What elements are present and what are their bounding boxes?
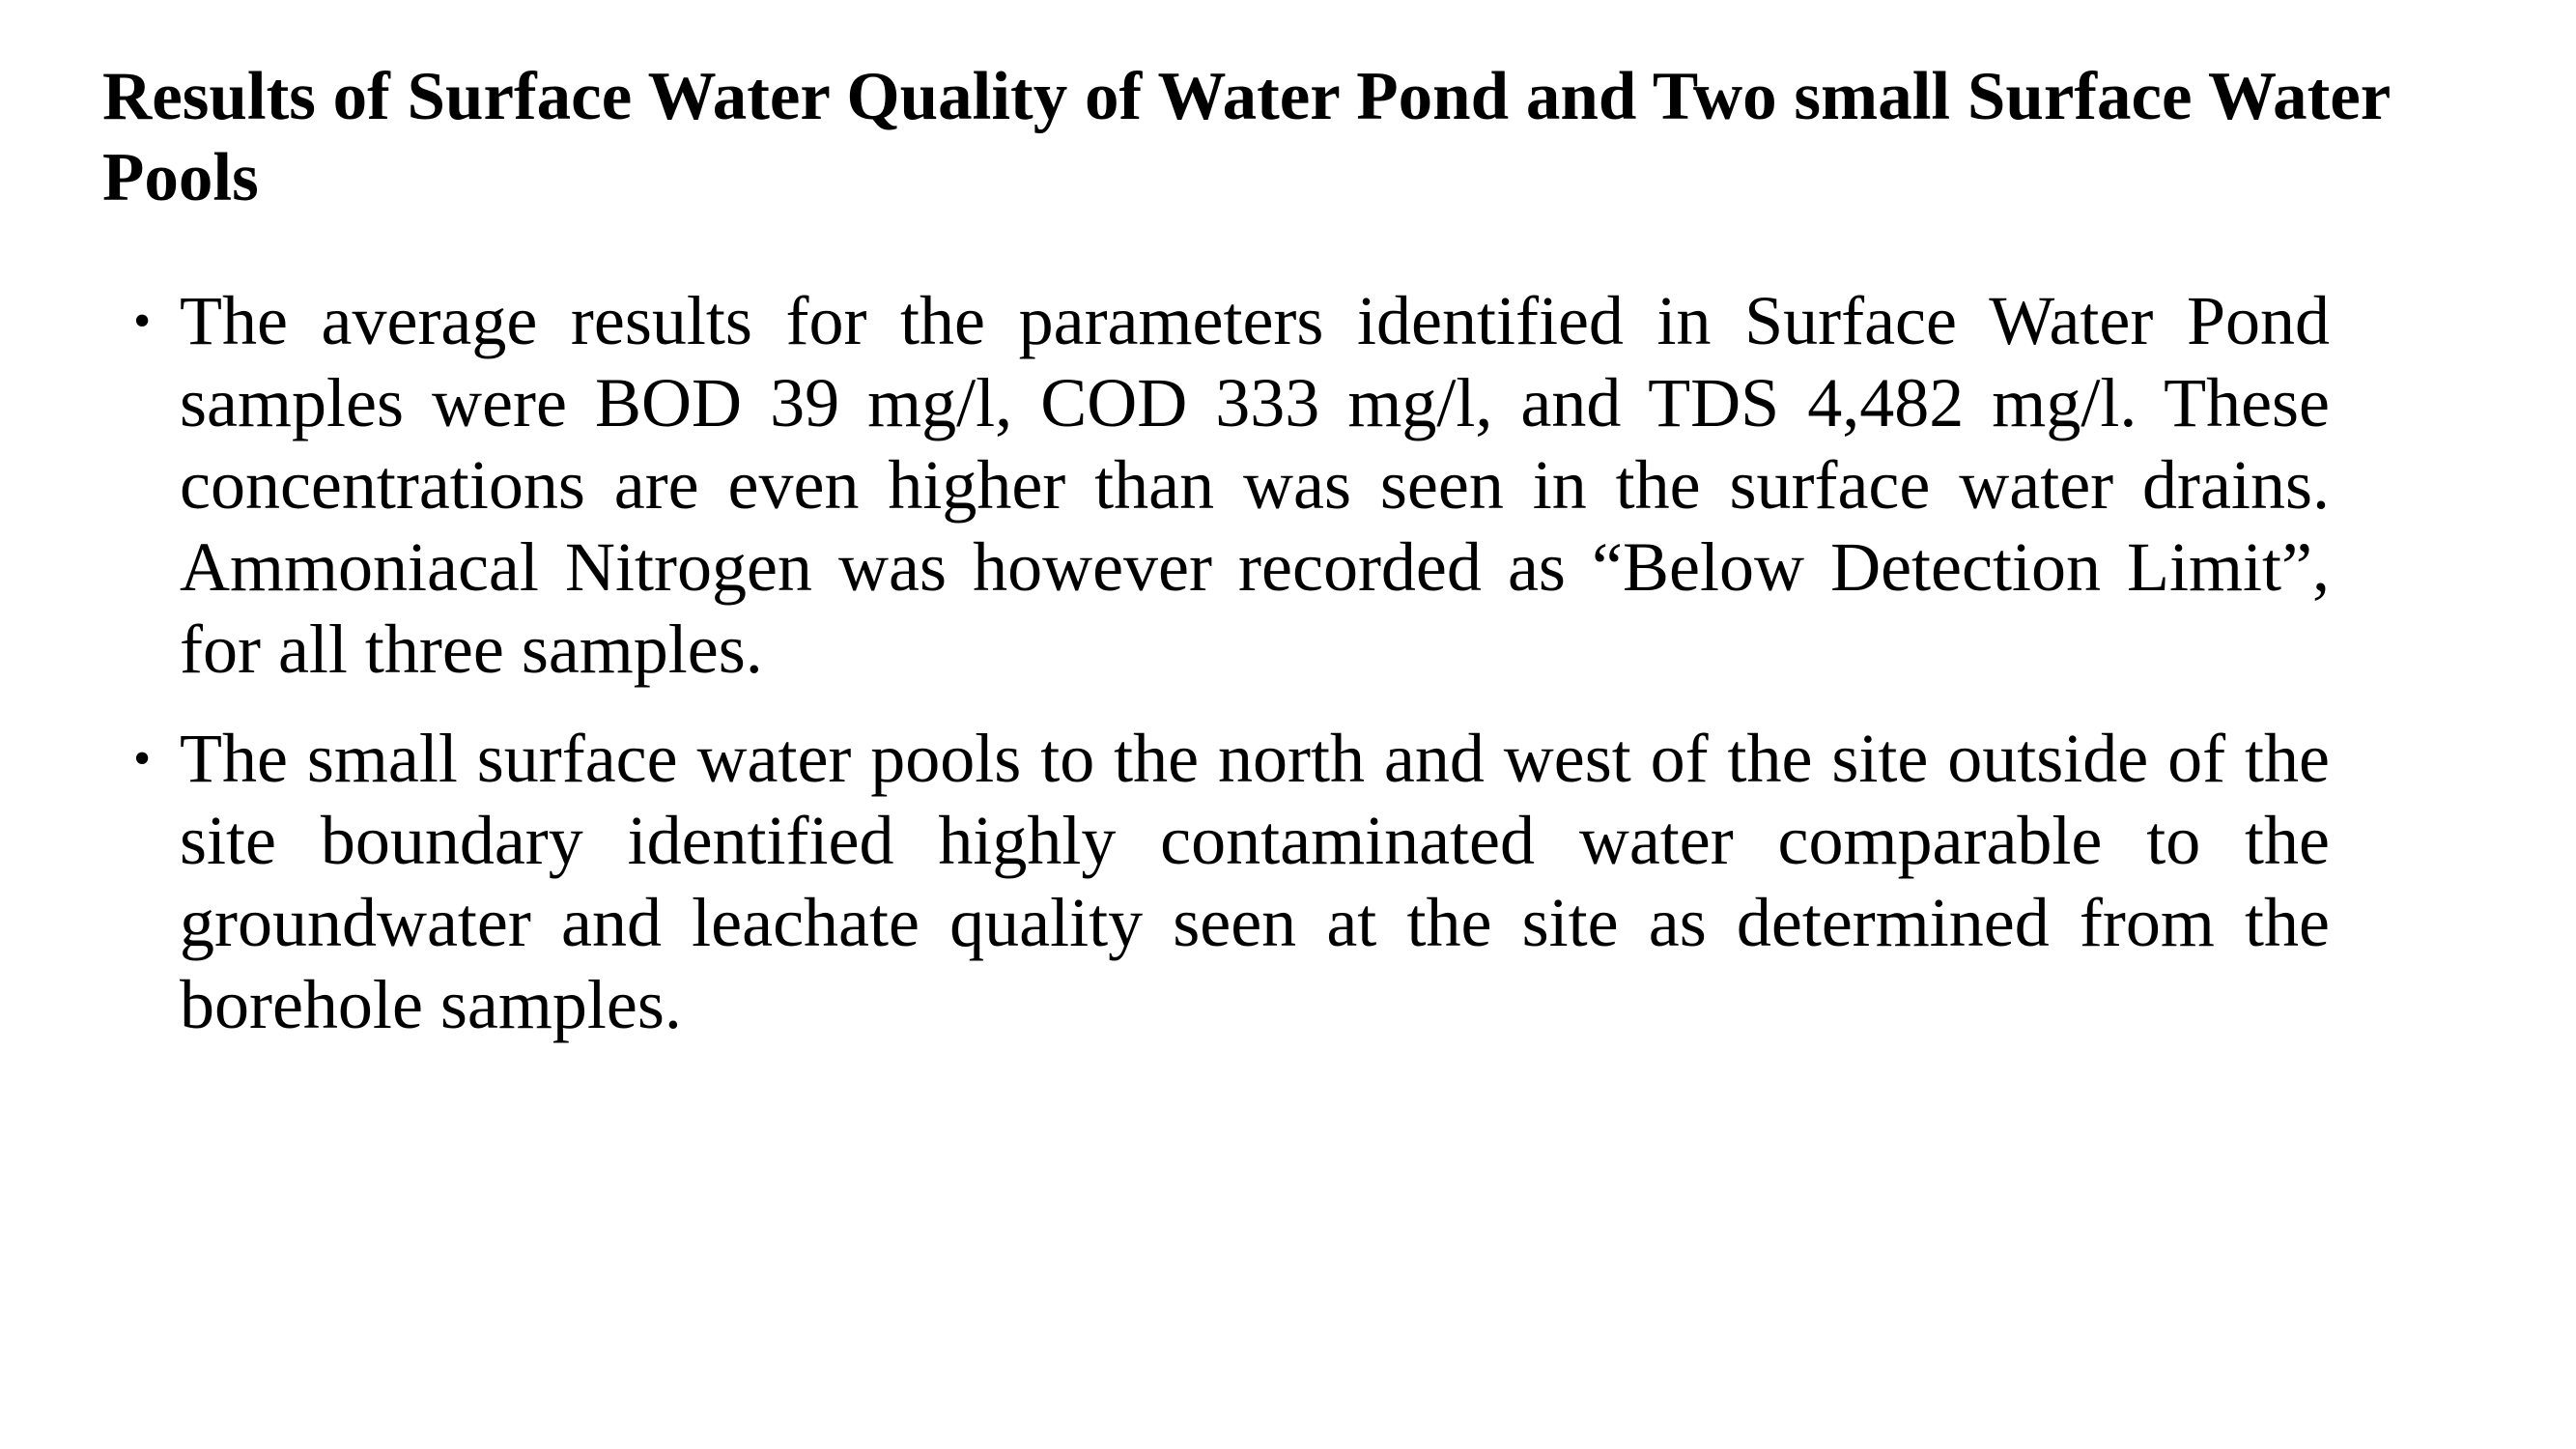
bullet-item-1	[133, 280, 2330, 691]
bullet-text: The average results for the parameters identified in Surface Water Pond samples were BOD 39 mg/l, COD 333 mg/l, and TDS 4,482 mg/l. These concentrations are even higher than was seen in the surface water drains. Ammoniacal Nitrogen was however recorded as “Below Detection Limit”, for all three samples.	[180, 282, 2330, 688]
bullet-text: The small surface water pools to the north and west of the site outside of the site boundary identified highly contaminated water comparable to the groundwater and leachate quality seen at the site as determined from the borehole samples.	[180, 720, 2330, 1043]
bullet-icon: •	[133, 294, 152, 349]
bullet-icon: •	[133, 731, 152, 786]
bullet-item-2	[133, 718, 2330, 1046]
bullet-list	[133, 280, 2330, 1073]
slide-title: Results of Surface Water Quality of Water Pond and Two small Surface Water Pools	[102, 59, 2390, 215]
